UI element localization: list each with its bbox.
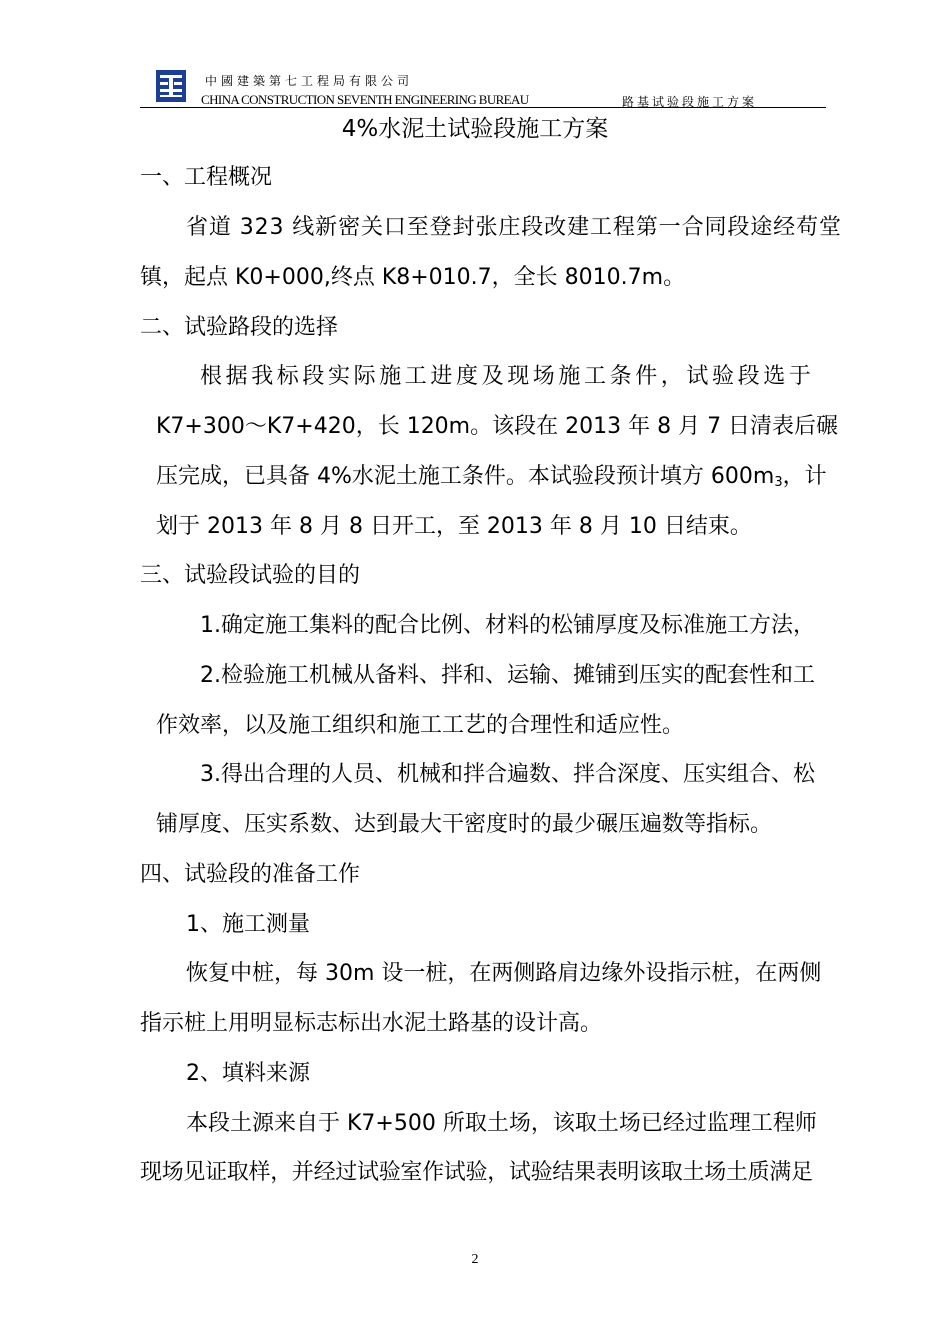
section-heading-selection: 二、试验路段的选择 (140, 315, 339, 340)
section-heading-purpose: 三、试验段试验的目的 (140, 563, 361, 588)
section-heading-preparation: 四、试验段的准备工作 (140, 862, 361, 887)
document-label: 路基试验段施工方案 (622, 95, 758, 109)
paragraph-line: K7+300～K7+420，长 120m。该段在 2013 年 8 月 7 日清表后碾 (156, 414, 839, 439)
list-item: 3.得出合理的人员、机械和拌合遍数、拌合深度、压实组合、松 (200, 762, 815, 787)
company-name-chinese: 中國建築第七工程局有限公司 (205, 74, 414, 88)
subsection-heading: 1、施工测量 (186, 912, 310, 937)
paragraph-line: 划于 2013 年 8 月 8 日开工，至 2013 年 8 月 10 日结束。 (156, 514, 752, 539)
list-item: 2.检验施工机械从备料、拌和、运输、摊铺到压实的配套性和工 (200, 663, 815, 688)
section-heading-overview: 一、工程概况 (140, 165, 273, 190)
volume-comma: ， (782, 464, 805, 489)
document-title: 4%水泥土试验段施工方案 (341, 116, 609, 142)
page-number: 2 (471, 1252, 479, 1267)
volume-subscript: 3 (774, 475, 783, 490)
paragraph-line: 省道 323 线新密关口至登封张庄段改建工程第一合同段途经苟堂 (186, 215, 842, 240)
paragraph-line: 现场见证取样，并经过试验室作试验，试验结果表明该取土场土质满足 (140, 1160, 813, 1185)
header-divider (140, 107, 826, 108)
paragraph-line (156, 462, 827, 498)
paragraph-line: 本段土源来自于 K7+500 所取土场，该取土场已经过监理工程师 (186, 1111, 817, 1136)
paragraph-line: 镇，起点 K0+000,终点 K8+010.7，全长 8010.7m。 (140, 265, 686, 290)
paragraph-line: 铺厚度、压实系数、达到最大干密度时的最少碾压遍数等指标。 (156, 812, 773, 837)
paragraph-line: 指示桩上用明显标志标出水泥土路基的设计高。 (140, 1011, 603, 1036)
page-header (0, 0, 950, 115)
subsection-heading: 2、填料来源 (186, 1061, 310, 1086)
paragraph-text: 压完成，已具备 4%水泥土施工条件。本试验段预计填方 600m (156, 464, 775, 489)
company-name-english: CHINA CONSTRUCTION SEVENTH ENGINEERING BUREAU (201, 92, 529, 107)
list-item: 1.确定施工集料的配合比例、材料的松铺厚度及标准施工方法， (200, 613, 815, 638)
company-logo-icon (156, 70, 186, 102)
paragraph-line: 作效率，以及施工组织和施工工艺的合理性和适应性。 (156, 713, 685, 738)
paragraph-text: 计 (804, 464, 827, 489)
paragraph-line: 根据我标段实际施工进度及现场施工条件，试验段选于 (200, 364, 815, 389)
paragraph-line: 恢复中桩，每 30m 设一桩，在两侧路肩边缘外设指示桩，在两侧 (186, 961, 822, 986)
